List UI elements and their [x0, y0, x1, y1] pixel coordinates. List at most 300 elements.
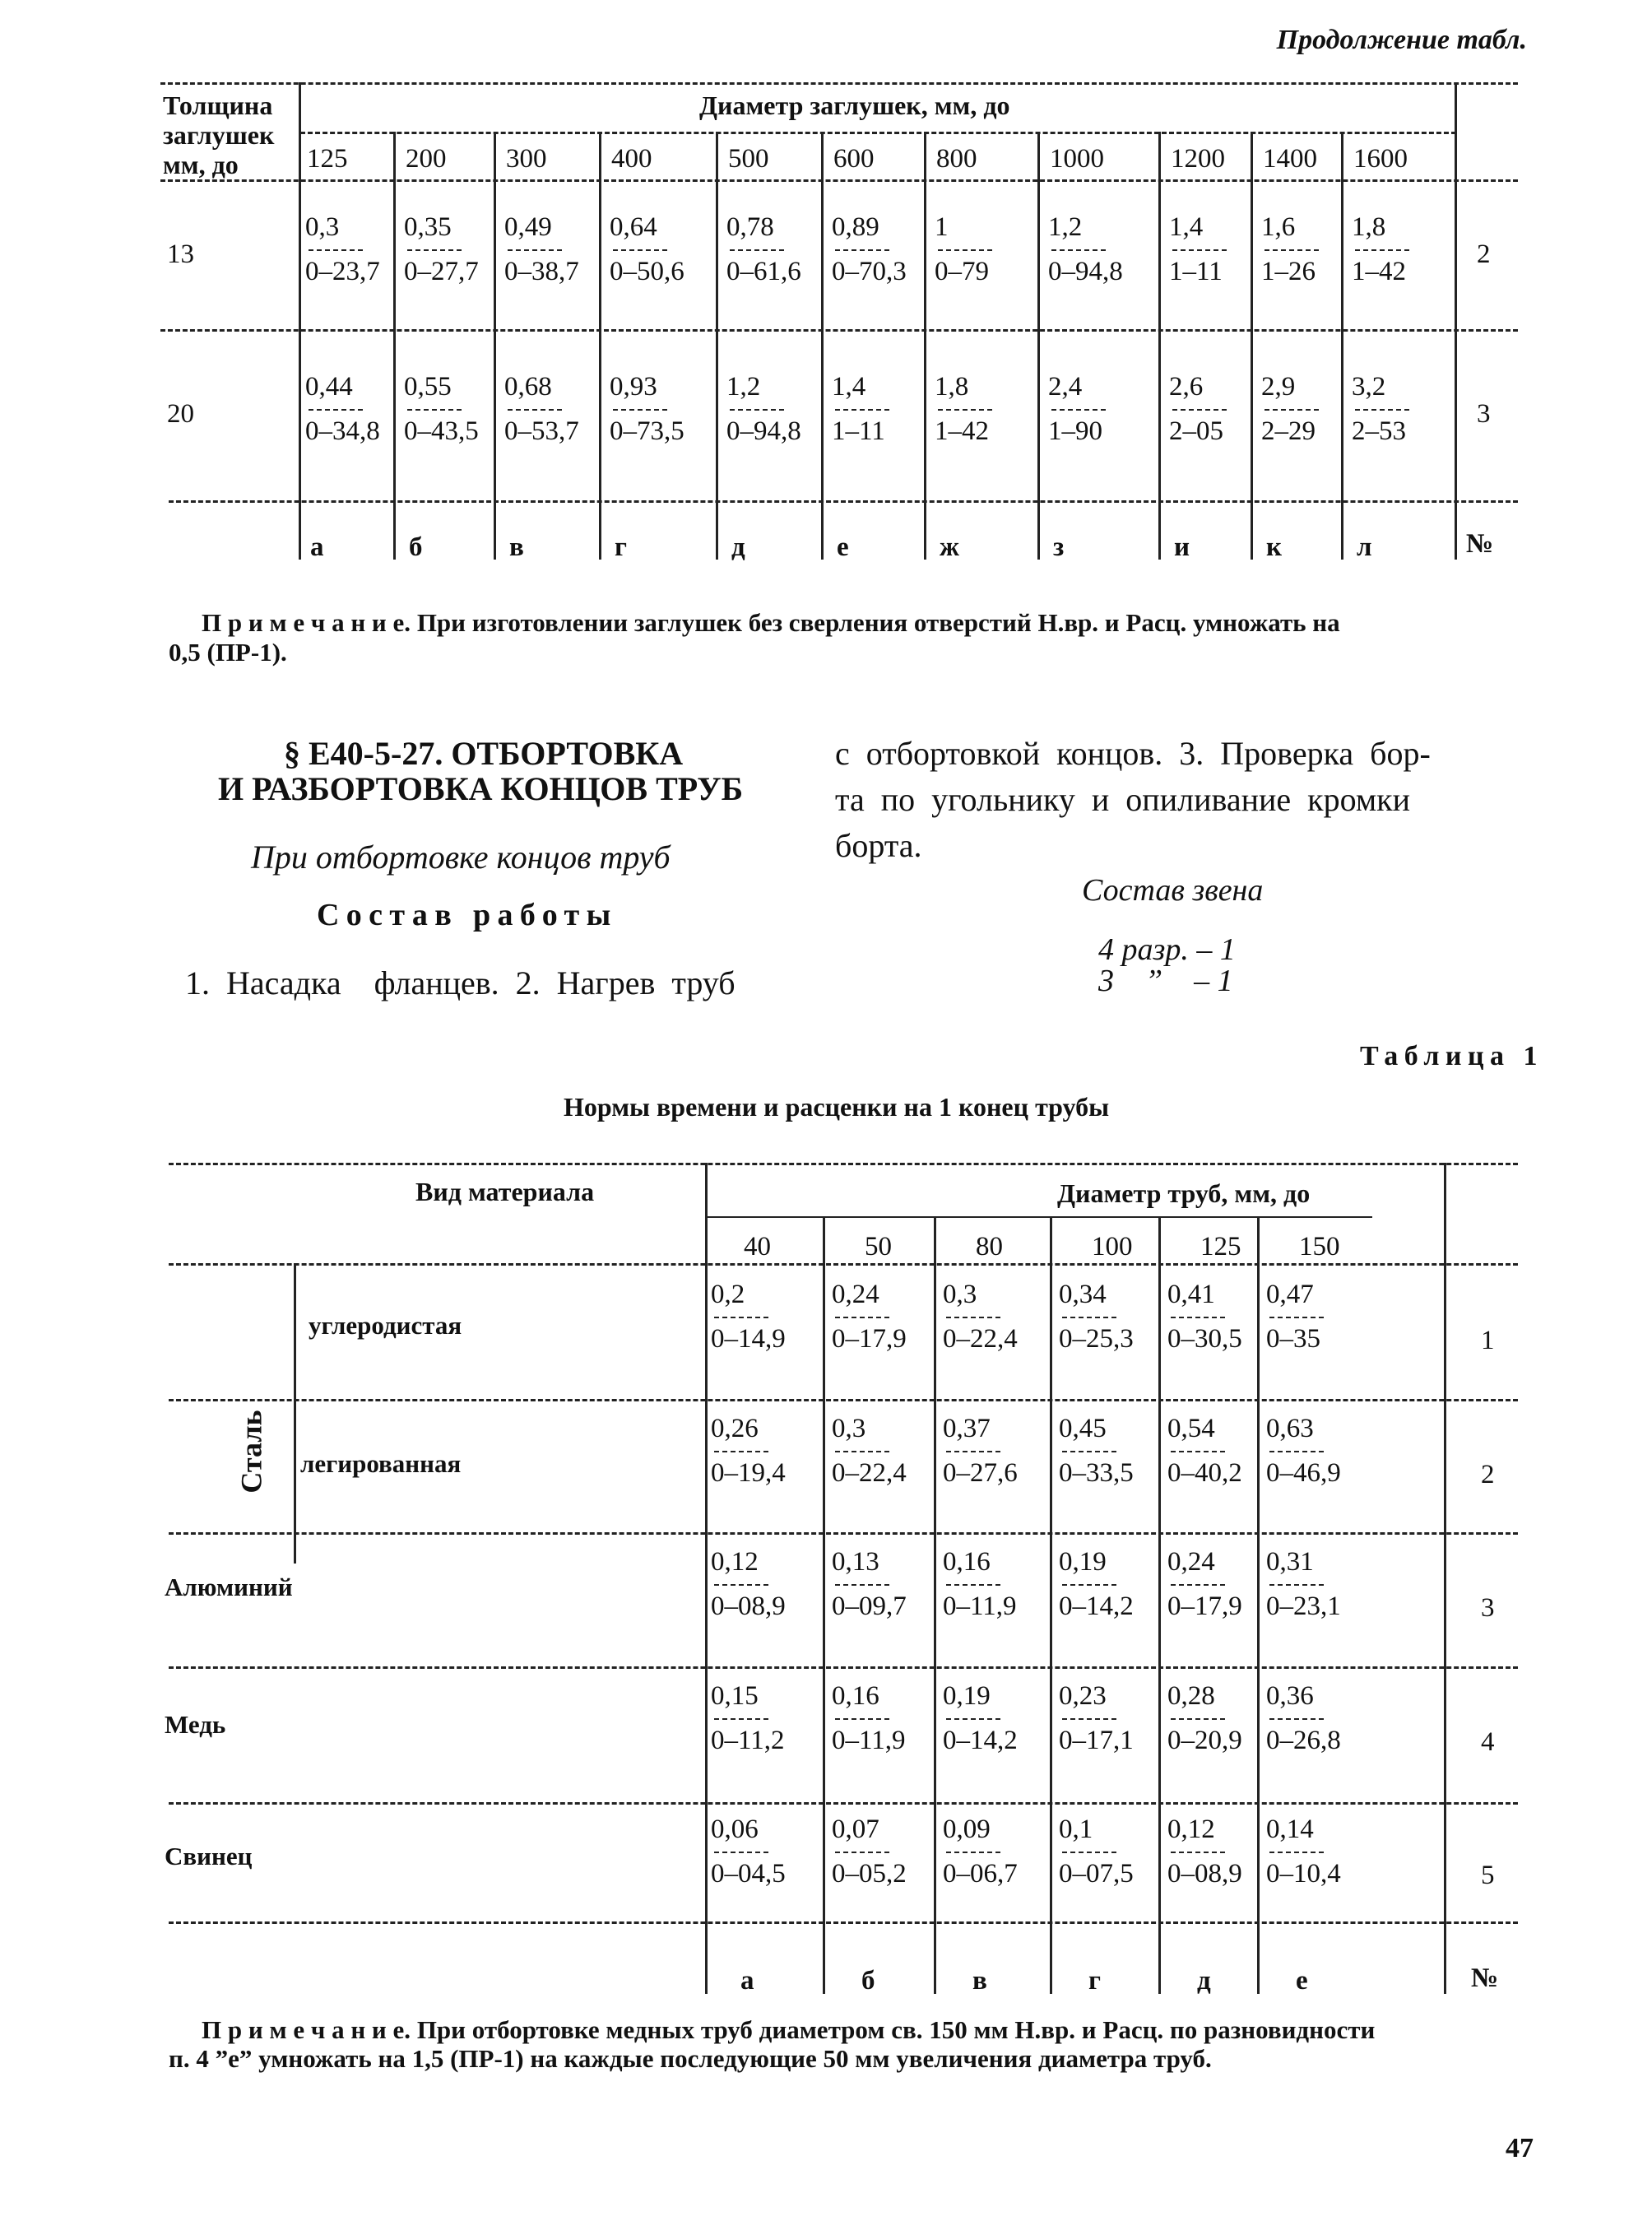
tt-col-divider — [393, 132, 396, 560]
tt-cell-value: 2,6 — [1169, 372, 1204, 402]
t1-cell-value: 0,1 — [1059, 1814, 1093, 1844]
t1-cell-divider — [1269, 1718, 1324, 1720]
t1-cell-price: 0–14,2 — [1059, 1591, 1134, 1621]
t1-cell — [1266, 1280, 1324, 1354]
t1-cell — [711, 1414, 786, 1488]
tt-cell — [504, 212, 579, 286]
tt-diameter-header: 200 — [406, 144, 447, 174]
tt-cell-divider — [730, 249, 784, 251]
t1-cell — [943, 1280, 1018, 1354]
tt-cell-divider — [508, 249, 562, 251]
tt-diameter-header: 1200 — [1171, 144, 1225, 174]
t1-cell-price: 0–05,2 — [832, 1859, 907, 1889]
t1-variant-letter: в — [972, 1966, 987, 1996]
t1-row-number: 4 — [1481, 1727, 1495, 1757]
tt-cell-divider — [835, 249, 889, 251]
t1-cell-divider — [1062, 1317, 1116, 1318]
tt-cell — [404, 372, 479, 446]
t1-cell — [1266, 1681, 1341, 1755]
tt-cell-price: 0–34,8 — [305, 416, 380, 446]
tt-cell — [1352, 212, 1409, 286]
t1-cell — [1167, 1414, 1242, 1488]
tt-row-number: 3 — [1477, 399, 1491, 429]
t1-cell-divider — [835, 1852, 889, 1853]
tt-cell-value: 0,64 — [610, 212, 657, 242]
work-line-1: 1. Насадка фланцев. 2. Нагрев труб — [185, 964, 736, 1001]
t1-cell-divider — [1062, 1718, 1116, 1720]
t1-cell-value: 0,63 — [1266, 1414, 1314, 1443]
tt-cell-price: 0–27,7 — [404, 257, 479, 286]
tt-cell-price: 1–42 — [1352, 257, 1406, 286]
tt-variant-letter: а — [310, 532, 324, 562]
page-number: 47 — [1506, 2133, 1534, 2163]
t1-cell-price: 0–19,4 — [711, 1458, 786, 1488]
t1-cell-divider — [714, 1451, 768, 1452]
tt-cell-divider — [309, 249, 363, 251]
tt-cell-divider — [1265, 409, 1319, 411]
tt-cell — [610, 372, 684, 446]
t1-cell-divider — [1171, 1718, 1225, 1720]
tt-cell-divider — [1051, 409, 1106, 411]
t1-cell-divider — [714, 1718, 768, 1720]
tt-cell — [610, 212, 684, 286]
t1-cell — [1059, 1414, 1134, 1488]
tt-cell-value: 1 — [935, 212, 949, 242]
tt-cell — [935, 372, 992, 446]
tt-cell — [935, 212, 992, 286]
tt-diameter-header: 500 — [728, 144, 769, 174]
t1-cell — [1167, 1681, 1242, 1755]
tt-variant-letter: и — [1174, 532, 1190, 562]
t1-cell — [1059, 1681, 1134, 1755]
tt-cell-price: 0–70,3 — [832, 257, 907, 286]
crew-line-1: 4 разр. – 1 — [1098, 932, 1236, 967]
tt-cell — [305, 372, 380, 446]
t1-cell-divider — [946, 1451, 1000, 1452]
tt-variant-letter: г — [615, 532, 627, 562]
t1-cell-value: 0,24 — [832, 1280, 879, 1309]
tt-thickness: 13 — [167, 239, 194, 269]
t1-cell-value: 0,13 — [832, 1547, 879, 1577]
tt-variant-letter: в — [509, 532, 524, 562]
tt-diameter-header: 400 — [611, 144, 652, 174]
tt-cell-value: 0,44 — [305, 372, 353, 402]
t1-cell-divider — [835, 1584, 889, 1586]
t1-material: Свинец — [165, 1842, 253, 1870]
t1-cell — [711, 1681, 785, 1755]
t1-row-number: 3 — [1481, 1593, 1495, 1623]
t1-cell-divider — [1269, 1451, 1324, 1452]
t1-cell-price: 0–26,8 — [1266, 1726, 1341, 1755]
tt-cell-value: 0,3 — [305, 212, 340, 242]
t1-cell — [943, 1814, 1018, 1889]
t1-cell-divider — [1062, 1451, 1116, 1452]
tt-cell — [832, 372, 889, 446]
t1-material: углеродистая — [309, 1311, 462, 1340]
t1-cell-price: 0–40,2 — [1167, 1458, 1242, 1488]
t1-cell — [832, 1414, 907, 1488]
t1-cell-value: 0,19 — [943, 1681, 991, 1711]
tt-cell-value: 0,49 — [504, 212, 552, 242]
tt-variant-letter: б — [409, 532, 423, 562]
t1-cell-value: 0,31 — [1266, 1547, 1314, 1577]
tt-cell-divider — [613, 249, 667, 251]
t1-cell-value: 0,24 — [1167, 1547, 1215, 1577]
t1-cell-value: 0,3 — [832, 1414, 866, 1443]
note-2-lead: П р и м е ч а н и е. — [202, 2015, 411, 2044]
note-2 — [202, 2016, 1375, 2044]
diameter-header: Диаметр заглушек, мм, до — [699, 91, 1010, 120]
tt-cell — [832, 212, 907, 286]
t1-cell-price: 0–11,9 — [943, 1591, 1017, 1621]
thickness-header: Толщина заглушек мм, до — [163, 91, 275, 179]
t1-cell-divider — [835, 1451, 889, 1452]
tt-variant-letter: е — [837, 532, 849, 562]
tt-variant-letter: з — [1053, 532, 1065, 562]
tt-col-divider — [821, 132, 824, 560]
t1-cell-divider — [1269, 1584, 1324, 1586]
continuation-label: Продолжение табл. — [1276, 25, 1527, 55]
t1-row-number: 5 — [1481, 1861, 1495, 1890]
t1-cell — [711, 1547, 786, 1621]
t1-cell-value: 0,07 — [832, 1814, 879, 1844]
t1-cell — [832, 1814, 907, 1889]
tt-cell-divider — [407, 249, 462, 251]
t1-cell-price: 0–17,9 — [1167, 1591, 1242, 1621]
t1-cell-price: 0–30,5 — [1167, 1324, 1242, 1354]
t1-row-number: 1 — [1481, 1326, 1495, 1355]
t1-cell-price: 0–23,1 — [1266, 1591, 1341, 1621]
tt-col-divider — [1341, 132, 1343, 560]
t1-cell-price: 0–17,9 — [832, 1324, 907, 1354]
tt-cell-divider — [835, 409, 889, 411]
t1-cell — [832, 1681, 906, 1755]
t1-cell-price: 0–35 — [1266, 1324, 1320, 1354]
tt-diameter-header: 1000 — [1050, 144, 1104, 174]
tt-cell-divider — [407, 409, 462, 411]
tt-cell — [1169, 212, 1227, 286]
t1-cell-divider — [1269, 1317, 1324, 1318]
tt-cell-value: 1,4 — [832, 372, 866, 402]
note-2-text-2: п. 4 ”е” умножать на 1,5 (ПР-1) на каждые последующие 50 мм увеличения диаметра труб. — [169, 2044, 1212, 2073]
tt-cell-value: 1,6 — [1261, 212, 1296, 242]
t1-cell — [1266, 1547, 1341, 1621]
t1-cell-value: 0,16 — [832, 1681, 879, 1711]
section-title-1: § Е40-5-27. ОТБОРТОВКА — [284, 735, 684, 772]
tt-cell-price: 1–11 — [1169, 257, 1223, 286]
t1-cell — [943, 1414, 1018, 1488]
t1-variant-letter: е — [1296, 1966, 1308, 1996]
tt-variant-letter: к — [1266, 532, 1283, 562]
t1-material: легированная — [300, 1449, 462, 1478]
material-header: Вид материала — [415, 1177, 595, 1206]
t1-cell-value: 0,26 — [711, 1414, 759, 1443]
t1-cell-value: 0,3 — [943, 1280, 977, 1309]
tt-col-divider — [1158, 132, 1161, 560]
tt-cell-divider — [309, 409, 363, 411]
t1-cell-price: 0–04,5 — [711, 1859, 786, 1889]
tt-variant-letter: д — [731, 532, 745, 562]
tt-cell-price: 2–53 — [1352, 416, 1406, 446]
tt-cell-price: 1–11 — [832, 416, 885, 446]
t1-cell-value: 0,06 — [711, 1814, 759, 1844]
t1-cell-value: 0,47 — [1266, 1280, 1314, 1309]
t1-cell — [832, 1280, 907, 1354]
tt-cell-price: 0–43,5 — [404, 416, 479, 446]
t1-col-divider — [1050, 1216, 1052, 1994]
tt-col-divider — [1251, 132, 1253, 560]
work-line-2: с отбортовкой концов. 3. Проверка бор- — [835, 735, 1431, 772]
tt-variant-letter: ж — [940, 532, 959, 562]
tt-cell-value: 1,8 — [935, 372, 969, 402]
tt-cell-price: 0–53,7 — [504, 416, 579, 446]
t1-cell-price: 0–08,9 — [711, 1591, 786, 1621]
number-column-label-2: № — [1471, 1963, 1499, 1993]
t1-cell-value: 0,09 — [943, 1814, 991, 1844]
tt-cell — [726, 212, 801, 286]
note-1-text: При изготовлении заглушек без сверления отверстий Н.вр. и Расц. умножать на — [416, 608, 1340, 637]
tt-cell-divider — [1051, 249, 1106, 251]
tt-cell-price: 0–50,6 — [610, 257, 684, 286]
tt-cell — [1352, 372, 1409, 446]
t1-diameter-header: 80 — [976, 1232, 1003, 1262]
tt-cell-price: 0–79 — [935, 257, 989, 286]
tt-cell — [1169, 372, 1227, 446]
t1-cell — [711, 1280, 786, 1354]
t1-cell-price: 0–08,9 — [1167, 1859, 1242, 1889]
t1-cell-price: 0–10,4 — [1266, 1859, 1341, 1889]
tt-thickness: 20 — [167, 399, 194, 429]
tt-cell-divider — [508, 409, 562, 411]
t1-col-divider — [1158, 1216, 1161, 1994]
t1-cell-value: 0,19 — [1059, 1547, 1107, 1577]
t1-variant-letter: д — [1197, 1966, 1211, 1996]
t1-cell-divider — [1171, 1317, 1225, 1318]
t1-cell-divider — [946, 1317, 1000, 1318]
t1-cell-value: 0,41 — [1167, 1280, 1215, 1309]
t1-cell-price: 0–25,3 — [1059, 1324, 1134, 1354]
t1-cell-price: 0–17,1 — [1059, 1726, 1134, 1755]
t1-cell-value: 0,2 — [711, 1280, 745, 1309]
t1-cell-value: 0,28 — [1167, 1681, 1215, 1711]
note-1 — [202, 609, 1340, 637]
t1-cell-divider — [714, 1852, 768, 1853]
t1-col-divider — [823, 1216, 825, 1994]
tt-row-number: 2 — [1477, 239, 1491, 269]
section-subtitle: При отбортовке концов труб — [251, 839, 671, 876]
tt-cell-value: 0,89 — [832, 212, 879, 242]
t1-cell — [1059, 1280, 1134, 1354]
tt-cell-price: 0–94,8 — [1048, 257, 1123, 286]
tt-cell-value: 0,93 — [610, 372, 657, 402]
t1-diameter-header: 40 — [744, 1232, 771, 1262]
tt-cell-value: 2,9 — [1261, 372, 1296, 402]
tt-cell-price: 1–26 — [1261, 257, 1316, 286]
tt-cell-value: 0,35 — [404, 212, 452, 242]
tt-cell-price: 0–61,6 — [726, 257, 801, 286]
t1-cell-divider — [1171, 1584, 1225, 1586]
t1-cell-price: 0–33,5 — [1059, 1458, 1134, 1488]
tt-cell-value: 0,78 — [726, 212, 774, 242]
tt-diameter-header: 1400 — [1263, 144, 1317, 174]
note-1-text-2: 0,5 (ПР-1). — [169, 638, 287, 667]
tt-cell — [726, 372, 801, 446]
work-line-4: борта. — [835, 827, 922, 864]
t1-cell-divider — [714, 1317, 768, 1318]
tt-cell — [1261, 372, 1319, 446]
t1-cell — [1059, 1814, 1134, 1889]
t1-material: Медь — [165, 1710, 226, 1739]
pipe-diameter-header: Диаметр труб, мм, до — [1057, 1178, 1311, 1208]
t1-cell-value: 0,23 — [1059, 1681, 1107, 1711]
note-1-lead: П р и м е ч а н и е. — [202, 608, 411, 637]
tt-cell-divider — [1172, 249, 1227, 251]
tt-cell-divider — [1172, 409, 1227, 411]
t1-cell-price: 0–07,5 — [1059, 1859, 1134, 1889]
tt-diameter-header: 1600 — [1353, 144, 1408, 174]
tt-cell — [404, 212, 479, 286]
t1-cell — [1167, 1814, 1242, 1889]
t1-cell — [1266, 1414, 1341, 1488]
tt-col-divider — [716, 132, 718, 560]
t1-cell — [943, 1681, 1018, 1755]
tt-cell-price: 2–05 — [1169, 416, 1223, 446]
tt-diameter-header: 300 — [506, 144, 547, 174]
crew-line-2: 3 ” – 1 — [1098, 964, 1233, 998]
t1-material: Алюминий — [165, 1573, 293, 1601]
t1-cell-divider — [1062, 1852, 1116, 1853]
t1-cell-value: 0,36 — [1266, 1681, 1314, 1711]
t1-cell-divider — [714, 1584, 768, 1586]
tt-cell-value: 1,2 — [726, 372, 761, 402]
t1-col-divider — [934, 1216, 936, 1994]
tt-cell-divider — [730, 409, 784, 411]
t1-cell — [711, 1814, 786, 1889]
t1-cell-price: 0–20,9 — [1167, 1726, 1242, 1755]
crew-heading: Состав звена — [1082, 873, 1264, 908]
t1-cell-price: 0–11,2 — [711, 1726, 785, 1755]
tt-cell-value: 1,4 — [1169, 212, 1204, 242]
t1-cell-divider — [946, 1584, 1000, 1586]
t1-cell-price: 0–09,7 — [832, 1591, 907, 1621]
t1-cell — [1266, 1814, 1341, 1889]
t1-cell-price: 0–22,4 — [943, 1324, 1018, 1354]
tt-cell-value: 2,4 — [1048, 372, 1083, 402]
work-heading: Состав работы — [317, 898, 618, 932]
tt-col-divider — [924, 132, 926, 560]
tt-cell-price: 1–90 — [1048, 416, 1102, 446]
tt-cell-value: 1,2 — [1048, 212, 1083, 242]
t1-cell-value: 0,45 — [1059, 1414, 1107, 1443]
t1-cell-price: 0–46,9 — [1266, 1458, 1341, 1488]
t1-cell-value: 0,37 — [943, 1414, 991, 1443]
t1-cell-divider — [835, 1718, 889, 1720]
tt-cell-divider — [1355, 409, 1409, 411]
t1-cell-divider — [1062, 1584, 1116, 1586]
tt-cell-value: 0,68 — [504, 372, 552, 402]
tt-cell-divider — [938, 249, 992, 251]
t1-cell-price: 0–14,2 — [943, 1726, 1018, 1755]
t1-cell — [1167, 1280, 1242, 1354]
t1-cell-value: 0,16 — [943, 1547, 991, 1577]
t1-cell-price: 0–11,9 — [832, 1726, 906, 1755]
tt-variant-letter: л — [1357, 532, 1372, 562]
t1-cell-price: 0–27,6 — [943, 1458, 1018, 1488]
tt-diameter-header: 800 — [936, 144, 977, 174]
t1-cell-value: 0,12 — [711, 1547, 759, 1577]
t1-cell-divider — [1171, 1852, 1225, 1853]
t1-cell-value: 0,12 — [1167, 1814, 1215, 1844]
section-title-2: И РАЗБОРТОВКА КОНЦОВ ТРУБ — [218, 770, 744, 807]
tt-cell — [1048, 212, 1123, 286]
tt-cell-divider — [1355, 249, 1409, 251]
tt-cell-value: 0,55 — [404, 372, 452, 402]
t1-cell-divider — [835, 1317, 889, 1318]
t1-cell-price: 0–14,9 — [711, 1324, 786, 1354]
t1-cell-value: 0,15 — [711, 1681, 759, 1711]
t1-col-divider — [1257, 1216, 1260, 1994]
t1-cell-divider — [946, 1852, 1000, 1853]
tt-cell — [504, 372, 579, 446]
tt-col-divider — [494, 132, 496, 560]
steel-label: Сталь — [234, 1410, 268, 1494]
t1-variant-letter: а — [740, 1966, 754, 1996]
t1-cell-divider — [1171, 1451, 1225, 1452]
number-column-label: № — [1466, 529, 1494, 559]
work-line-3: та по угольнику и опиливание кромки — [835, 781, 1410, 818]
tt-cell-price: 0–94,8 — [726, 416, 801, 446]
table-1-label: Таблица 1 — [1359, 1041, 1543, 1071]
tt-diameter-header: 600 — [833, 144, 875, 174]
t1-diameter-header: 100 — [1092, 1232, 1133, 1262]
tt-col-divider — [1037, 132, 1040, 560]
t1-cell — [1059, 1547, 1134, 1621]
t1-cell-price: 0–06,7 — [943, 1859, 1018, 1889]
tt-diameter-header: 125 — [307, 144, 348, 174]
tt-cell-divider — [1265, 249, 1319, 251]
tt-cell — [1261, 212, 1319, 286]
t1-cell-value: 0,54 — [1167, 1414, 1215, 1443]
tt-cell-value: 1,8 — [1352, 212, 1386, 242]
tt-col-divider — [599, 132, 601, 560]
t1-cell-value: 0,34 — [1059, 1280, 1107, 1309]
tt-cell — [305, 212, 380, 286]
t1-diameter-header: 125 — [1200, 1232, 1241, 1262]
tt-cell-value: 3,2 — [1352, 372, 1386, 402]
t1-cell — [832, 1547, 907, 1621]
tt-cell-divider — [613, 409, 667, 411]
t1-cell — [1167, 1547, 1242, 1621]
tt-cell-price: 0–23,7 — [305, 257, 380, 286]
t1-diameter-header: 150 — [1299, 1232, 1340, 1262]
table-1-title: Нормы времени и расценки на 1 конец трубы — [564, 1092, 1110, 1122]
t1-variant-letter: г — [1088, 1966, 1101, 1996]
t1-cell-value: 0,14 — [1266, 1814, 1314, 1844]
t1-cell — [943, 1547, 1017, 1621]
tt-cell-price: 0–38,7 — [504, 257, 579, 286]
t1-diameter-header: 50 — [865, 1232, 892, 1262]
note-2-text: При отбортовке медных труб диаметром св. 150 мм Н.вр. и Расц. по разновидности — [416, 2015, 1376, 2044]
t1-cell-divider — [1269, 1852, 1324, 1853]
t1-cell-price: 0–22,4 — [832, 1458, 907, 1488]
tt-cell-price: 0–73,5 — [610, 416, 684, 446]
t1-row-number: 2 — [1481, 1460, 1495, 1489]
tt-cell-divider — [938, 409, 992, 411]
t1-cell-divider — [946, 1718, 1000, 1720]
tt-cell — [1048, 372, 1106, 446]
tt-cell-price: 2–29 — [1261, 416, 1316, 446]
tt-cell-price: 1–42 — [935, 416, 989, 446]
